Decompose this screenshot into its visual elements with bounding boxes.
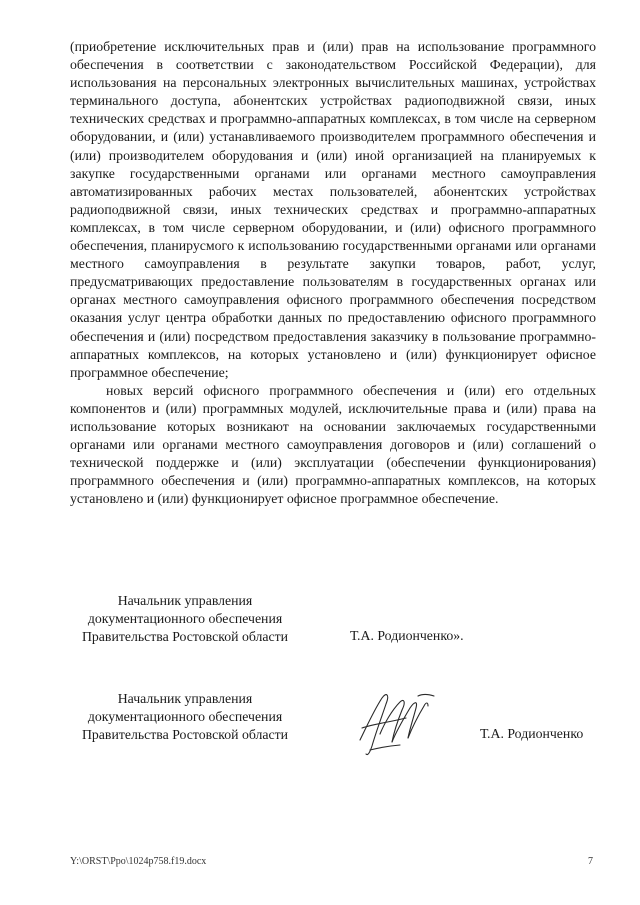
paragraph-continuation: (приобретение исключительных прав и (или) прав на использование программного обеспечения в соответствии с законодательством Российской Федерации), для использования на персональных электронных вычислительных машинах, устройствах терминального доступа, абонентских устройствах радиоподвижной связи, иных технических средствах и программно-аппаратных комплексах, в том числе на серверном оборудовании, и (или) устанавливаемого производителем программного обеспечения и (или) производителем оборудования и (или) иной организацией на планируемых к закупке государственными органами или органами местного самоуправления автоматизированных рабочих местах пользователей, абонентских устройствах радиоподвижной связи, иных технических средствах и программно-аппаратных комплексах, в том числе серверном оборудовании, и (или) офисного программного обеспечения, планирусмого к использованию государственными органами или органами местного самоуправления в результате закупки товаров, работ, услуг, предусматривающих предоставление пользователям в государственных органах или органах местного самоуправления офисного программного обеспечения посредством оказания услуг центра обработки данных по предоставлению офисного программного обеспечения и (или) посредством предоставления заказчику в пользование программно-аппаратных комплексов, на которых установлено и (или) функционирует офисное программное обеспечение; <box>70 39 596 380</box>
signature-title-line: документационного обеспечения <box>87 611 283 626</box>
handwritten-signature <box>352 688 442 760</box>
footer-file-path: Y:\ORST\Ppo\1024p758.f19.docx <box>70 856 207 867</box>
page-number: 7 <box>588 856 593 867</box>
signature-title-line: документационного обеспечения <box>87 709 283 724</box>
signatory-name-1: Т.А. Родионченко». <box>350 628 464 643</box>
signature-title-2 <box>70 690 300 744</box>
signature-title-line: Начальник управления <box>117 691 253 706</box>
signature-title-1 <box>70 592 300 646</box>
paragraph-new-versions: новых версий офисного программного обеспечения и (или) его отдельных компонентов и (или) программных модулей, исключительные права и (или) права на использование которых возникают на основании заключаемых государственными органами или органами местного самоуправления договоров и (или) соглашений о технической поддержке и (или) эксплуатации (обеспечении функционирования) программного обеспечения и (или) программно-аппаратных комплексов, на которых установлено и (или) функционирует офисное программное обеспечение. <box>70 382 596 507</box>
document-body <box>70 38 596 508</box>
signature-title-line: Правительства Ростовской области <box>81 727 289 742</box>
signature-title-line: Начальник управления <box>117 593 253 608</box>
signatory-name-2: Т.А. Родионченко <box>480 726 584 741</box>
signature-title-line: Правительства Ростовской области <box>81 629 289 644</box>
